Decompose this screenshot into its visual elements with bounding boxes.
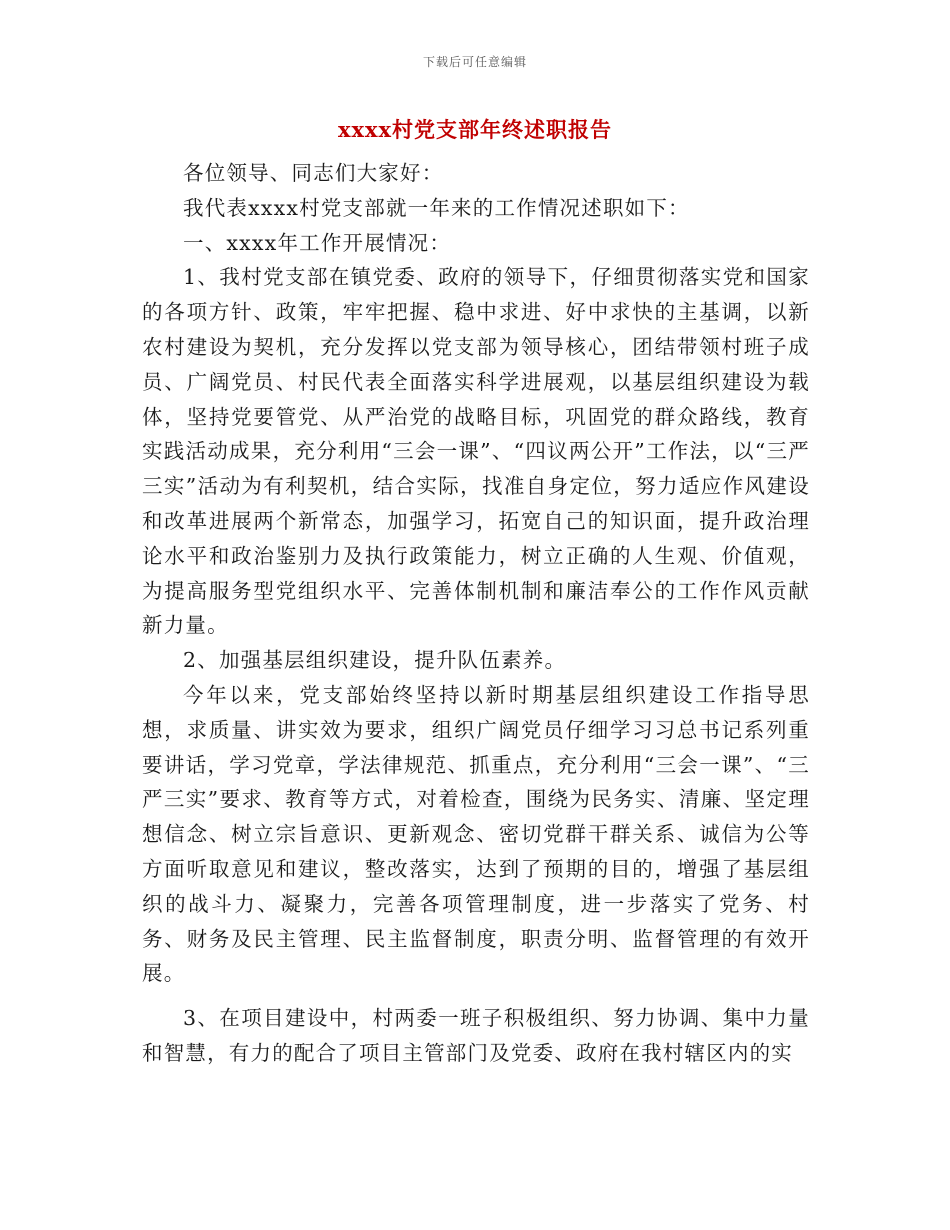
document-title: xxxx村党支部年终述职报告 bbox=[337, 117, 613, 142]
paragraph-greeting: 各位领导、同志们大家好： bbox=[183, 161, 444, 185]
section-heading: 一、xxxx年工作开展情况： bbox=[183, 230, 452, 255]
paragraph-item-2-heading: 2、加强基层组织建设，提升队伍素养。 bbox=[183, 648, 567, 673]
paragraph-item-3: 3、在项目建设中，村两委一班子积极组织、努力协调、集中力量和智慧，有力的配合了项目主管部门及党委、政府在我村辖区内的实 bbox=[142, 1006, 810, 1065]
paragraph-item-2-body: 今年以来，党支部始终坚持以新时期基层组织建设工作指导思想，求质量、讲实效为要求，组织广阔党员仔细学习习总书记系列重要讲话，学习党章，学法律规范、抓重点，充分利用“三会一课”、“三严三实”要求、教育等方式，对着检查，围绕为民务实、清廉、坚定理想信念、树立宗旨意识、更新观念、密切党群干群关系、诚信为公等方面听取意见和建议，整改落实，达到了预期的目的，增强了基层组织的战斗力、凝聚力，完善各项管理制度，进一步落实了党务、村务、财务及民主管理、民主监督制度，职责分明、监督管理的有效开展。 bbox=[142, 682, 810, 986]
document-body bbox=[142, 156, 810, 1071]
paragraph-item-1: 1、我村党支部在镇党委、政府的领导下，仔细贯彻落实党和国家的各项方针、政策，牢牢把握、稳中求进、好中求快的主基调，以新农村建设为契机，充分发挥以党支部为领导核心，团结带领村班子成员、广阔党员、村民代表全面落实科学进展观，以基层组织建设为载体，坚持党要管党、从严治党的战略目标，巩固党的群众路线，教育实践活动成果，充分利用“三会一课”、“四议两公开”工作法，以“三严三实”活动为有利契机，结合实际，找准自身定位，努力适应作风建设和改革进展两个新常态，加强学习，拓宽自己的知识面，提升政治理论水平和政治鉴别力及执行政策能力，树立正确的人生观、价值观，为提高服务型党组织水平、完善体制机制和廉洁奉公的工作作风贡献新力量。 bbox=[142, 265, 810, 638]
paragraph-intro: 我代表xxxx村党支部就一年来的工作情况述职如下： bbox=[183, 195, 690, 220]
header-note: 下载后可任意编辑 bbox=[422, 55, 527, 69]
